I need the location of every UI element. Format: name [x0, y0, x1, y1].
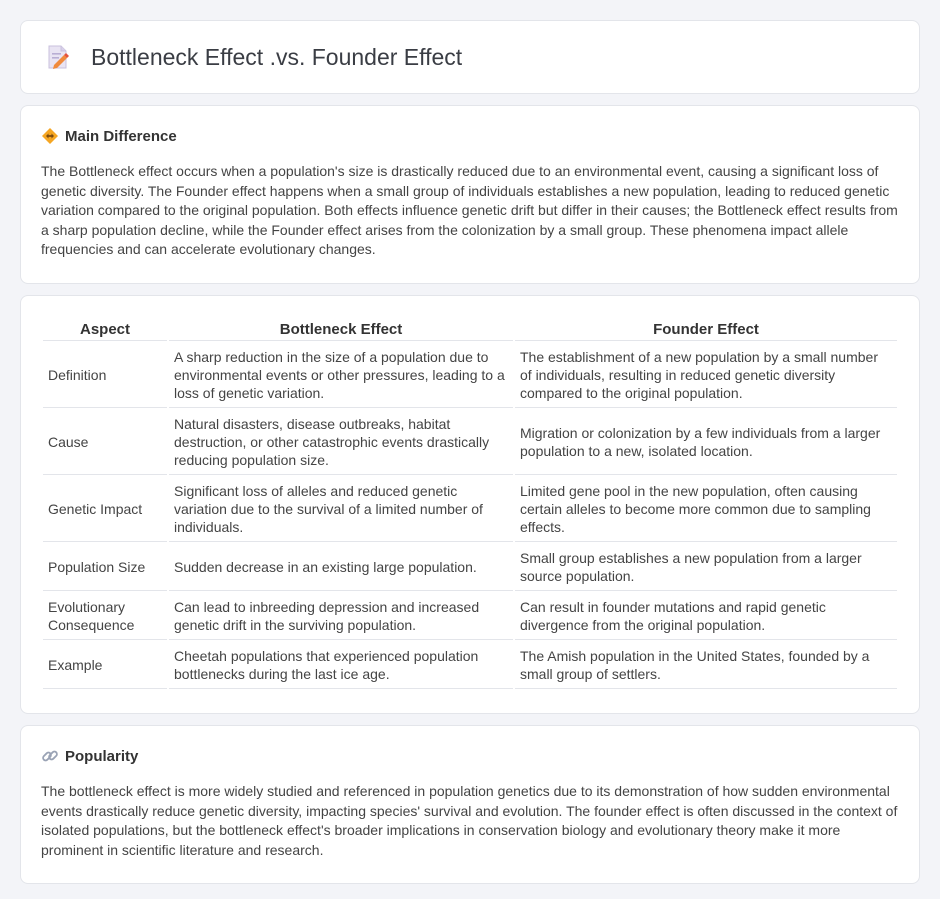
bottleneck-cell: Can lead to inbreeding depression and increased genetic drift in the surviving population. [169, 593, 513, 640]
founder-cell: Small group establishes a new population from a larger source population. [515, 544, 897, 591]
popularity-heading [41, 747, 899, 765]
aspect-cell: Population Size [43, 544, 167, 591]
column-header-bottleneck: Bottleneck Effect [169, 318, 513, 341]
table-row [43, 477, 897, 542]
table-row [43, 544, 897, 591]
link-icon [41, 747, 59, 765]
popularity-title: Popularity [65, 747, 139, 765]
bottleneck-cell: Sudden decrease in an existing large population. [169, 544, 513, 591]
main-difference-title: Main Difference [65, 127, 177, 145]
aspect-cell: Evolutionary Consequence [43, 593, 167, 640]
page-title: Bottleneck Effect .vs. Founder Effect [91, 43, 463, 70]
table-row [43, 593, 897, 640]
comparison-table-card [20, 295, 920, 714]
table-row [43, 642, 897, 689]
diamond-arrows-icon [41, 127, 59, 145]
column-header-founder: Founder Effect [515, 318, 897, 341]
founder-cell: Migration or colonization by a few individuals from a larger population to a new, isolated location. [515, 410, 897, 475]
page-header [20, 20, 920, 94]
column-header-aspect: Aspect [43, 318, 167, 341]
bottleneck-cell: Significant loss of alleles and reduced genetic variation due to the survival of a limited number of individuals. [169, 477, 513, 542]
founder-cell: Can result in founder mutations and rapid genetic divergence from the original population. [515, 593, 897, 640]
bottleneck-cell: Cheetah populations that experienced population bottlenecks during the last ice age. [169, 642, 513, 689]
bottleneck-cell: Natural disasters, disease outbreaks, habitat destruction, or other catastrophic events drastically reducing population size. [169, 410, 513, 475]
table-header-row [43, 318, 897, 341]
aspect-cell: Cause [43, 410, 167, 475]
popularity-section [20, 725, 920, 884]
founder-cell: The establishment of a new population by a small number of individuals, resulting in reduced genetic diversity compared to the original population. [515, 343, 897, 408]
aspect-cell: Definition [43, 343, 167, 408]
document-pen-icon [45, 44, 71, 70]
aspect-cell: Genetic Impact [43, 477, 167, 542]
aspect-cell: Example [43, 642, 167, 689]
comparison-table [41, 316, 899, 691]
bottleneck-cell: A sharp reduction in the size of a population due to environmental events or other pressures, leading to a loss of genetic variation. [169, 343, 513, 408]
main-difference-heading [41, 127, 899, 145]
main-difference-section [20, 105, 920, 284]
main-difference-text: The Bottleneck effect occurs when a population's size is drastically reduced due to an environmental event, causing a significant loss of genetic diversity. The Founder effect happens when a small group of individuals establishes a new population, leading to reduced genetic variation compared to the original population. Both effects influence genetic drift but differ in their causes; the Bottleneck effect results from a sharp population decline, while the Founder effect arises from the colonization by a small group. These phenomena impact allele frequencies and can accelerate evolutionary changes. [41, 163, 898, 258]
founder-cell: Limited gene pool in the new population, often causing certain alleles to become more common due to sampling effects. [515, 477, 897, 542]
table-row [43, 410, 897, 475]
table-row [43, 343, 897, 408]
popularity-text: The bottleneck effect is more widely studied and referenced in population genetics due to its demonstration of how sudden environmental events drastically reduce genetic diversity, impacting species' survival and evolution. The founder effect is often discussed in the context of isolated populations, but the bottleneck effect's broader implications in conservation biology and evolutionary theory make it more prominent in scientific literature and research. [41, 783, 898, 858]
founder-cell: The Amish population in the United States, founded by a small group of settlers. [515, 642, 897, 689]
